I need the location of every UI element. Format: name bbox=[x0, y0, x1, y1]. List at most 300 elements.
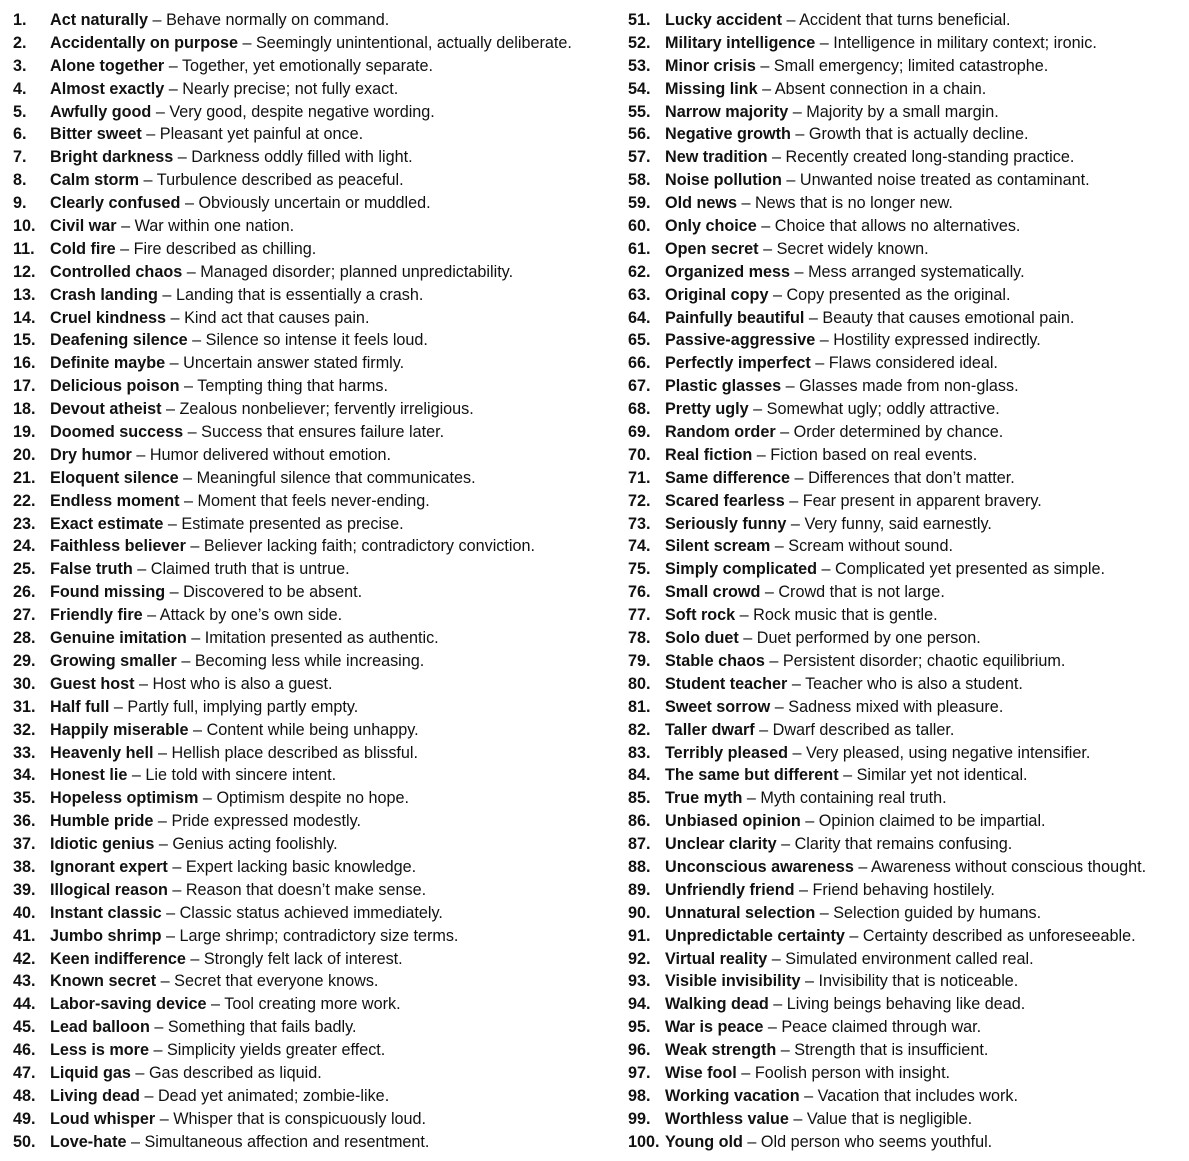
item-definition: Choice that allows no alternatives. bbox=[774, 217, 1021, 236]
item-separator: – bbox=[154, 835, 173, 854]
item-number: 38. bbox=[13, 857, 36, 876]
item-number: 26. bbox=[13, 583, 36, 602]
list-item bbox=[628, 352, 1186, 375]
item-separator: – bbox=[754, 720, 773, 739]
item-number: 92. bbox=[628, 949, 651, 968]
item-term: The same but different bbox=[665, 766, 839, 785]
item-number: 98. bbox=[628, 1086, 651, 1105]
item-term: Seriously funny bbox=[665, 514, 787, 533]
list-item bbox=[13, 948, 613, 971]
list-item bbox=[13, 146, 613, 169]
list-item bbox=[628, 581, 1186, 604]
item-term: Silent scream bbox=[665, 537, 771, 556]
item-separator: – bbox=[817, 560, 836, 579]
item-separator: – bbox=[736, 194, 755, 213]
item-number: 99. bbox=[628, 1109, 651, 1128]
list-item bbox=[13, 925, 613, 948]
item-definition: Beauty that causes emotional pain. bbox=[822, 308, 1075, 327]
list-item bbox=[13, 856, 613, 879]
item-number: 67. bbox=[628, 377, 651, 396]
item-definition: Growth that is actually decline. bbox=[808, 125, 1029, 144]
list-item bbox=[628, 375, 1186, 398]
item-separator: – bbox=[153, 812, 172, 831]
item-separator: – bbox=[742, 1132, 761, 1151]
item-definition: Zealous nonbeliever; fervently irreligious. bbox=[179, 400, 474, 419]
item-term: Crash landing bbox=[50, 285, 158, 304]
item-definition: Foolish person with insight. bbox=[754, 1063, 951, 1082]
item-definition: Expert lacking basic knowledge. bbox=[185, 857, 417, 876]
list-item bbox=[628, 329, 1186, 352]
item-term: Stable chaos bbox=[665, 651, 765, 670]
item-term: True myth bbox=[665, 789, 743, 808]
list-item bbox=[628, 948, 1186, 971]
item-term: Half full bbox=[50, 697, 110, 716]
item-separator: – bbox=[788, 1109, 807, 1128]
item-term: Devout atheist bbox=[50, 400, 162, 419]
item-separator: – bbox=[770, 537, 789, 556]
item-term: Growing smaller bbox=[50, 651, 177, 670]
item-definition: Living beings behaving like dead. bbox=[786, 995, 1026, 1014]
item-number: 37. bbox=[13, 835, 36, 854]
item-separator: – bbox=[164, 79, 183, 98]
item-number: 8. bbox=[13, 171, 27, 190]
item-definition: Mess arranged systematically. bbox=[808, 262, 1025, 281]
item-definition: Fiction based on real events. bbox=[770, 445, 978, 464]
list-item bbox=[13, 9, 613, 32]
item-number: 30. bbox=[13, 674, 36, 693]
list-item bbox=[13, 604, 613, 627]
item-definition: Attack by one’s own side. bbox=[159, 606, 343, 625]
oxymoron-list-left bbox=[13, 9, 613, 1154]
item-term: Only choice bbox=[665, 217, 757, 236]
list-item bbox=[13, 810, 613, 833]
item-term: Clearly confused bbox=[50, 194, 181, 213]
item-separator: – bbox=[161, 400, 180, 419]
list-item bbox=[13, 1039, 613, 1062]
item-term: Perfectly imperfect bbox=[665, 354, 811, 373]
list-item bbox=[13, 902, 613, 925]
item-term: Living dead bbox=[50, 1086, 140, 1105]
item-term: False truth bbox=[50, 560, 133, 579]
item-term: Organized mess bbox=[665, 262, 791, 281]
item-term: Hopeless optimism bbox=[50, 789, 199, 808]
item-number: 81. bbox=[628, 697, 651, 716]
item-definition: Kind act that causes pain. bbox=[184, 308, 370, 327]
item-separator: – bbox=[781, 11, 800, 29]
list-item bbox=[13, 78, 613, 101]
item-separator: – bbox=[131, 445, 150, 464]
item-definition: Tool creating more work. bbox=[224, 995, 401, 1014]
item-term: Solo duet bbox=[665, 629, 739, 648]
list-item bbox=[13, 421, 613, 444]
item-definition: Hellish place described as blissful. bbox=[171, 743, 419, 762]
item-separator: – bbox=[760, 583, 779, 602]
list-item bbox=[628, 604, 1186, 627]
item-separator: – bbox=[161, 926, 180, 945]
item-term: Jumbo shrimp bbox=[50, 926, 162, 945]
item-separator: – bbox=[775, 423, 794, 442]
item-definition: Whisper that is conspicuously loud. bbox=[173, 1109, 427, 1128]
item-number: 2. bbox=[13, 33, 27, 52]
list-item bbox=[13, 696, 613, 719]
item-number: 32. bbox=[13, 720, 36, 739]
item-term: Act naturally bbox=[50, 11, 149, 29]
item-number: 73. bbox=[628, 514, 651, 533]
item-term: Delicious poison bbox=[50, 377, 180, 396]
item-term: Working vacation bbox=[665, 1086, 800, 1105]
item-number: 95. bbox=[628, 1018, 651, 1037]
item-number: 93. bbox=[628, 972, 651, 991]
item-number: 22. bbox=[13, 491, 36, 510]
item-separator: – bbox=[815, 331, 834, 350]
item-definition: Secret widely known. bbox=[776, 239, 929, 258]
item-definition: Something that fails badly. bbox=[167, 1018, 357, 1037]
item-number: 88. bbox=[628, 857, 651, 876]
item-separator: – bbox=[130, 1063, 149, 1082]
item-number: 54. bbox=[628, 79, 651, 98]
item-term: Controlled chaos bbox=[50, 262, 183, 281]
item-term: Noise pollution bbox=[665, 171, 782, 190]
item-definition: Certainty described as unforeseeable. bbox=[862, 926, 1136, 945]
item-separator: – bbox=[810, 354, 829, 373]
item-number: 100. bbox=[628, 1132, 660, 1151]
list-item bbox=[13, 444, 613, 467]
item-term: Idiotic genius bbox=[50, 835, 155, 854]
item-number: 49. bbox=[13, 1109, 36, 1128]
item-term: Bitter sweet bbox=[50, 125, 142, 144]
list-item bbox=[13, 558, 613, 581]
item-number: 46. bbox=[13, 1041, 36, 1060]
item-separator: – bbox=[157, 285, 176, 304]
item-number: 35. bbox=[13, 789, 36, 808]
item-number: 34. bbox=[13, 766, 36, 785]
item-term: Student teacher bbox=[665, 674, 788, 693]
item-term: Calm storm bbox=[50, 171, 140, 190]
item-number: 29. bbox=[13, 651, 36, 670]
item-separator: – bbox=[790, 468, 809, 487]
item-term: Lead balloon bbox=[50, 1018, 150, 1037]
item-term: Honest lie bbox=[50, 766, 128, 785]
item-term: Unbiased opinion bbox=[665, 812, 801, 831]
item-definition: Very good, despite negative wording. bbox=[169, 102, 435, 121]
item-separator: – bbox=[148, 1041, 167, 1060]
item-definition: Order determined by chance. bbox=[793, 423, 1004, 442]
item-term: Original copy bbox=[665, 285, 769, 304]
item-separator: – bbox=[164, 56, 182, 75]
item-term: Minor crisis bbox=[665, 56, 756, 75]
list-item bbox=[13, 581, 613, 604]
item-definition: Success that ensures failure later. bbox=[201, 423, 445, 442]
item-definition: Content while being unhappy. bbox=[206, 720, 419, 739]
item-term: Young old bbox=[665, 1132, 743, 1151]
item-number: 44. bbox=[13, 995, 36, 1014]
item-separator: – bbox=[163, 514, 182, 533]
item-definition: Partly full, implying partly empty. bbox=[127, 697, 359, 716]
list-item bbox=[628, 764, 1186, 787]
item-term: Same difference bbox=[665, 468, 791, 487]
item-number: 15. bbox=[13, 331, 36, 350]
item-definition: Tempting thing that harms. bbox=[197, 377, 388, 396]
item-separator: – bbox=[167, 857, 186, 876]
list-item bbox=[13, 1062, 613, 1085]
item-number: 86. bbox=[628, 812, 651, 831]
item-term: Less is more bbox=[50, 1041, 149, 1060]
item-term: Unnatural selection bbox=[665, 903, 816, 922]
item-term: Loud whisper bbox=[50, 1109, 156, 1128]
list-item bbox=[13, 215, 613, 238]
list-item bbox=[13, 879, 613, 902]
list-item bbox=[628, 833, 1186, 856]
item-term: Eloquent silence bbox=[50, 468, 179, 487]
item-separator: – bbox=[165, 354, 184, 373]
list-item bbox=[628, 192, 1186, 215]
list-item bbox=[13, 192, 613, 215]
item-separator: – bbox=[151, 102, 170, 121]
list-item bbox=[628, 169, 1186, 192]
item-term: Small crowd bbox=[665, 583, 761, 602]
item-number: 97. bbox=[628, 1063, 651, 1082]
item-definition: Genius acting foolishly. bbox=[172, 835, 338, 854]
list-item bbox=[628, 398, 1186, 421]
item-number: 78. bbox=[628, 629, 651, 648]
item-definition: Reason that doesn’t make sense. bbox=[185, 880, 427, 899]
list-item bbox=[13, 101, 613, 124]
item-term: New tradition bbox=[665, 148, 768, 167]
item-number: 83. bbox=[628, 743, 651, 762]
item-number: 6. bbox=[13, 125, 27, 144]
item-term: Real fiction bbox=[665, 445, 753, 464]
item-definition: Fear present in apparent bravery. bbox=[802, 491, 1042, 510]
item-separator: – bbox=[742, 789, 761, 808]
list-item bbox=[13, 307, 613, 330]
item-definition: Host who is also a guest. bbox=[152, 674, 333, 693]
item-separator: – bbox=[156, 972, 175, 991]
list-item bbox=[13, 467, 613, 490]
list-item bbox=[628, 627, 1186, 650]
item-definition: Small emergency; limited catastrophe. bbox=[773, 56, 1049, 75]
list-item bbox=[628, 810, 1186, 833]
item-separator: – bbox=[115, 239, 134, 258]
item-term: Pretty ugly bbox=[665, 400, 749, 419]
item-separator: – bbox=[757, 79, 775, 98]
item-separator: – bbox=[768, 995, 787, 1014]
item-separator: – bbox=[790, 125, 809, 144]
item-definition: Invisibility that is noticeable. bbox=[818, 972, 1019, 991]
item-number: 65. bbox=[628, 331, 651, 350]
item-separator: – bbox=[142, 606, 160, 625]
item-definition: Seemingly unintentional, actually deliberate. bbox=[256, 33, 572, 52]
item-term: Labor-saving device bbox=[50, 995, 207, 1014]
item-definition: Turbulence described as peaceful. bbox=[156, 171, 404, 190]
list-item bbox=[628, 1108, 1186, 1131]
item-definition: Pleasant yet painful at once. bbox=[159, 125, 364, 144]
item-number: 10. bbox=[13, 217, 36, 236]
item-definition: Optimism despite no hope. bbox=[216, 789, 409, 808]
item-term: Terribly pleased bbox=[665, 743, 788, 762]
list-item bbox=[13, 719, 613, 742]
list-item bbox=[628, 673, 1186, 696]
list-item bbox=[628, 123, 1186, 146]
item-number: 61. bbox=[628, 239, 651, 258]
item-term: Unconscious awareness bbox=[665, 857, 854, 876]
item-separator: – bbox=[800, 812, 819, 831]
item-separator: – bbox=[161, 903, 180, 922]
item-definition: Obviously uncertain or muddled. bbox=[198, 194, 431, 213]
item-term: Weak strength bbox=[665, 1041, 777, 1060]
item-term: Simply complicated bbox=[665, 560, 818, 579]
list-item bbox=[628, 925, 1186, 948]
item-term: Civil war bbox=[50, 217, 117, 236]
item-number: 70. bbox=[628, 445, 651, 464]
list-item bbox=[13, 32, 613, 55]
item-term: Military intelligence bbox=[665, 33, 816, 52]
list-item bbox=[628, 32, 1186, 55]
item-definition: Believer lacking faith; contradictory conviction. bbox=[203, 537, 535, 556]
list-item bbox=[13, 238, 613, 261]
item-number: 58. bbox=[628, 171, 651, 190]
item-number: 85. bbox=[628, 789, 651, 808]
item-definition: Old person who seems youthful. bbox=[760, 1132, 993, 1151]
item-definition: Moment that feels never-ending. bbox=[197, 491, 430, 510]
list-item bbox=[628, 101, 1186, 124]
item-definition: Nearly precise; not fully exact. bbox=[182, 79, 399, 98]
item-definition: Differences that don’t matter. bbox=[808, 468, 1015, 487]
item-term: Unpredictable certainty bbox=[665, 926, 845, 945]
item-separator: – bbox=[815, 33, 834, 52]
item-number: 17. bbox=[13, 377, 36, 396]
item-definition: Dead yet animated; zombie-like. bbox=[157, 1086, 390, 1105]
item-number: 18. bbox=[13, 400, 36, 419]
item-number: 23. bbox=[13, 514, 36, 533]
list-item bbox=[13, 993, 613, 1016]
item-separator: – bbox=[799, 1086, 818, 1105]
item-term: Genuine imitation bbox=[50, 629, 187, 648]
list-item bbox=[13, 742, 613, 765]
item-term: Open secret bbox=[665, 239, 759, 258]
item-number: 62. bbox=[628, 262, 651, 281]
item-separator: – bbox=[794, 880, 813, 899]
item-term: Unfriendly friend bbox=[665, 880, 795, 899]
list-item bbox=[628, 902, 1186, 925]
item-definition: Glasses made from non-glass. bbox=[799, 377, 1019, 396]
item-number: 39. bbox=[13, 880, 36, 899]
item-term: Worthless value bbox=[665, 1109, 789, 1128]
item-separator: – bbox=[141, 125, 160, 144]
item-separator: – bbox=[182, 262, 201, 281]
item-number: 28. bbox=[13, 629, 36, 648]
item-separator: – bbox=[767, 949, 786, 968]
item-number: 25. bbox=[13, 560, 36, 579]
item-definition: Simplicity yields greater effect. bbox=[166, 1041, 386, 1060]
item-definition: Teacher who is also a student. bbox=[805, 674, 1023, 693]
item-separator: – bbox=[134, 674, 153, 693]
item-definition: Humor delivered without emotion. bbox=[149, 445, 391, 464]
item-separator: – bbox=[735, 606, 754, 625]
item-number: 76. bbox=[628, 583, 651, 602]
list-item bbox=[13, 375, 613, 398]
list-item bbox=[628, 146, 1186, 169]
list-item bbox=[13, 673, 613, 696]
item-number: 55. bbox=[628, 102, 651, 121]
item-definition: Vacation that includes work. bbox=[817, 1086, 1018, 1105]
item-definition: Fire described as chilling. bbox=[133, 239, 317, 258]
item-separator: – bbox=[752, 445, 771, 464]
item-separator: – bbox=[804, 308, 823, 327]
item-definition: Majority by a small margin. bbox=[806, 102, 999, 121]
item-definition: Recently created long-standing practice. bbox=[785, 148, 1075, 167]
item-definition: Crowd that is not large. bbox=[778, 583, 945, 602]
list-item bbox=[13, 970, 613, 993]
item-separator: – bbox=[188, 720, 207, 739]
item-number: 91. bbox=[628, 926, 651, 945]
list-item bbox=[628, 284, 1186, 307]
item-separator: – bbox=[788, 102, 807, 121]
item-number: 13. bbox=[13, 285, 36, 304]
item-separator: – bbox=[185, 949, 204, 968]
list-item bbox=[628, 1062, 1186, 1085]
item-term: Cold fire bbox=[50, 239, 116, 258]
item-number: 19. bbox=[13, 423, 36, 442]
item-number: 14. bbox=[13, 308, 36, 327]
item-definition: Managed disorder; planned unpredictability. bbox=[200, 262, 514, 281]
item-separator: – bbox=[787, 743, 806, 762]
item-definition: Clarity that remains confusing. bbox=[794, 835, 1013, 854]
item-number: 59. bbox=[628, 194, 651, 213]
item-definition: Absent connection in a chain. bbox=[774, 79, 987, 98]
item-number: 51. bbox=[628, 11, 651, 29]
list-item bbox=[628, 787, 1186, 810]
item-definition: Dwarf described as taller. bbox=[772, 720, 955, 739]
item-separator: – bbox=[165, 583, 184, 602]
item-number: 36. bbox=[13, 812, 36, 831]
list-item bbox=[13, 627, 613, 650]
item-term: Bright darkness bbox=[50, 148, 174, 167]
item-number: 7. bbox=[13, 148, 27, 167]
list-item bbox=[13, 169, 613, 192]
list-item bbox=[13, 1085, 613, 1108]
list-item bbox=[628, 650, 1186, 673]
list-item bbox=[628, 1085, 1186, 1108]
list-item bbox=[13, 329, 613, 352]
list-item bbox=[628, 1039, 1186, 1062]
item-separator: – bbox=[186, 629, 205, 648]
item-term: Dry humor bbox=[50, 445, 132, 464]
item-separator: – bbox=[768, 285, 787, 304]
item-definition: Intelligence in military context; ironic. bbox=[833, 33, 1097, 52]
item-term: Known secret bbox=[50, 972, 157, 991]
item-definition: Large shrimp; contradictory size terms. bbox=[179, 926, 459, 945]
item-term: Found missing bbox=[50, 583, 166, 602]
item-term: Missing link bbox=[665, 79, 758, 98]
item-term: Random order bbox=[665, 423, 776, 442]
item-definition: Selection guided by humans. bbox=[833, 903, 1042, 922]
item-definition: Rock music that is gentle. bbox=[753, 606, 938, 625]
item-term: Love-hate bbox=[50, 1132, 127, 1151]
list-item bbox=[628, 78, 1186, 101]
item-separator: – bbox=[790, 262, 809, 281]
list-item bbox=[13, 1108, 613, 1131]
item-separator: – bbox=[755, 56, 774, 75]
list-item bbox=[628, 490, 1186, 513]
item-definition: Flaws considered ideal. bbox=[828, 354, 998, 373]
list-item bbox=[628, 513, 1186, 536]
item-number: 69. bbox=[628, 423, 651, 442]
oxymoron-list-right bbox=[628, 9, 1186, 1154]
item-number: 47. bbox=[13, 1063, 36, 1082]
item-definition: Copy presented as the original. bbox=[786, 285, 1011, 304]
list-item bbox=[13, 833, 613, 856]
item-number: 53. bbox=[628, 56, 651, 75]
